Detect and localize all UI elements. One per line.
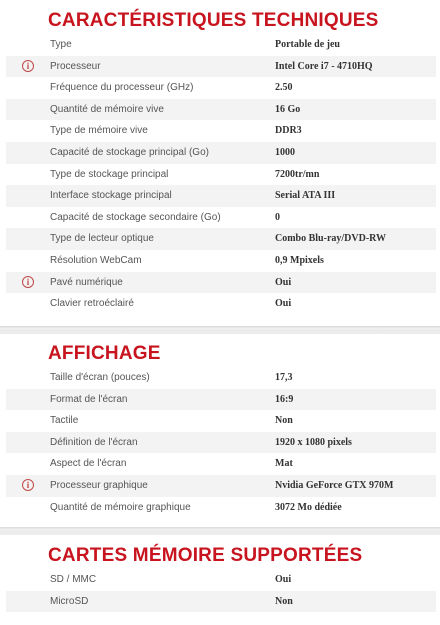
spec-value: 0 <box>275 211 280 223</box>
info-icon[interactable]: i <box>22 60 34 72</box>
spec-row <box>6 569 436 591</box>
spec-row <box>6 56 436 78</box>
spec-row <box>6 432 436 454</box>
spec-label: Tactile <box>50 415 79 427</box>
spec-label: Capacité de stockage secondaire (Go) <box>50 211 221 223</box>
spec-label: Processeur <box>50 60 101 72</box>
spec-value: Combo Blu-ray/DVD-RW <box>275 233 387 245</box>
spec-value: Mat <box>275 458 293 470</box>
spec-table <box>6 34 436 315</box>
section-title: AFFICHAGE <box>48 343 161 364</box>
section-caracteristiques-techniques <box>0 8 440 315</box>
info-icon[interactable]: i <box>22 479 34 491</box>
spec-value: 16:9 <box>275 393 294 405</box>
spec-row <box>6 410 436 432</box>
spec-value: Portable de jeu <box>275 39 340 50</box>
spec-row <box>6 497 436 519</box>
section-divider <box>0 527 440 535</box>
spec-label: Type <box>50 39 72 50</box>
spec-value: 17,3 <box>275 372 293 383</box>
spec-value: Serial ATA III <box>275 190 336 202</box>
spec-value: Oui <box>275 574 292 585</box>
spec-value: Nvidia GeForce GTX 970M <box>275 479 394 491</box>
spec-label: Interface stockage principal <box>50 190 172 202</box>
spec-row <box>6 120 436 142</box>
section-title: CARTES MÉMOIRE SUPPORTÉES <box>48 545 363 566</box>
spec-value: Non <box>275 415 293 427</box>
spec-row <box>6 367 436 389</box>
spec-label: MicroSD <box>50 595 89 607</box>
spec-value: Oui <box>275 298 292 310</box>
spec-label: Type de stockage principal <box>50 168 169 180</box>
info-icon[interactable]: i <box>22 276 34 288</box>
spec-row <box>6 99 436 121</box>
section-divider <box>0 326 440 334</box>
spec-label: Clavier retroéclairé <box>50 298 134 310</box>
spec-row <box>6 142 436 164</box>
spec-label: Quantité de mémoire graphique <box>50 501 191 513</box>
spec-table <box>6 367 436 518</box>
spec-row <box>6 207 436 229</box>
spec-row <box>6 164 436 186</box>
spec-row <box>6 228 436 250</box>
spec-row <box>6 475 436 497</box>
spec-row <box>6 389 436 411</box>
spec-value: 3072 Mo dédiée <box>275 501 342 513</box>
spec-label: Fréquence du processeur (GHz) <box>50 82 194 94</box>
spec-label: Type de lecteur optique <box>50 233 154 245</box>
spec-value: 16 Go <box>275 103 301 115</box>
spec-value: 1920 x 1080 pixels <box>275 436 352 448</box>
spec-label: Type de mémoire vive <box>50 125 148 137</box>
spec-table <box>6 569 436 612</box>
section-cartes-memoire <box>0 543 440 612</box>
spec-row <box>6 34 436 56</box>
spec-label: Taille d'écran (pouces) <box>50 372 150 383</box>
section-affichage <box>0 341 440 518</box>
spec-row <box>6 293 436 315</box>
spec-value: 0,9 Mpixels <box>275 254 324 266</box>
spec-row <box>6 250 436 272</box>
spec-label: Format de l'écran <box>50 393 128 405</box>
spec-label: Résolution WebCam <box>50 254 142 266</box>
section-title: CARACTÉRISTIQUES TECHNIQUES <box>48 10 379 31</box>
spec-value: 2.50 <box>275 82 293 94</box>
spec-value: 7200tr/mn <box>275 168 320 180</box>
spec-row <box>6 185 436 207</box>
spec-value: 1000 <box>275 146 295 158</box>
spec-label: SD / MMC <box>50 574 97 585</box>
spec-value: DDR3 <box>275 125 302 137</box>
spec-value: Oui <box>275 276 292 288</box>
spec-row <box>6 272 436 294</box>
spec-row <box>6 591 436 613</box>
spec-value: Intel Core i7 - 4710HQ <box>275 60 373 72</box>
spec-label: Pavé numérique <box>50 276 123 288</box>
spec-label: Définition de l'écran <box>50 436 138 448</box>
spec-row <box>6 453 436 475</box>
spec-label: Aspect de l'écran <box>50 458 127 470</box>
spec-label: Capacité de stockage principal (Go) <box>50 146 209 158</box>
spec-label: Quantité de mémoire vive <box>50 103 164 115</box>
spec-label: Processeur graphique <box>50 479 148 491</box>
spec-row <box>6 77 436 99</box>
spec-value: Non <box>275 595 293 607</box>
